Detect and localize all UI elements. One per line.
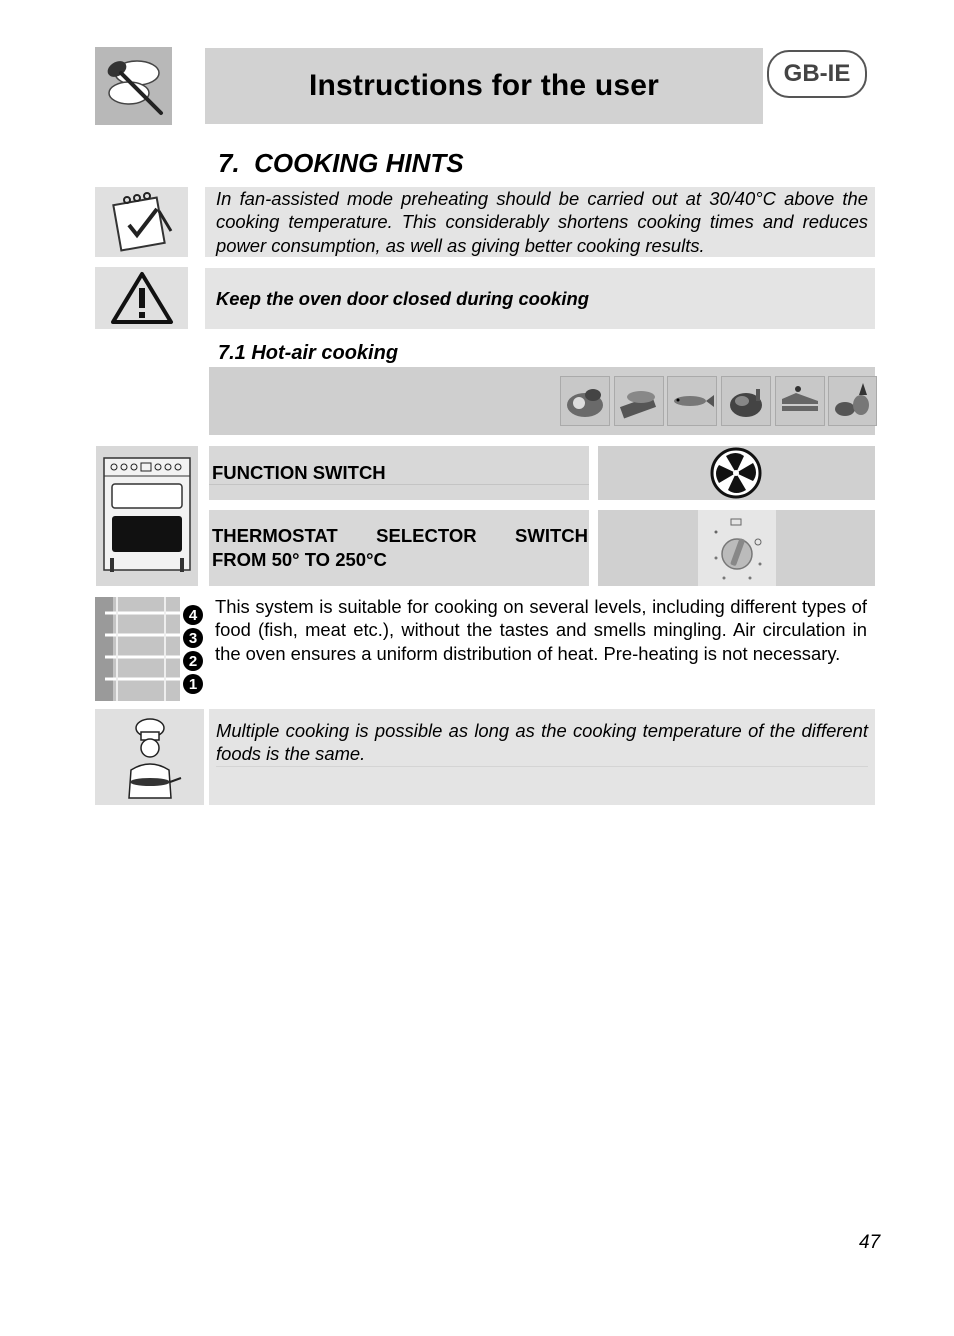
- shelf-levels-image: [95, 597, 180, 701]
- level-marker-4: 4: [183, 605, 203, 625]
- oven-image: [96, 446, 198, 586]
- warning-text: Keep the oven door closed during cooking: [216, 287, 589, 309]
- chef-icon: [115, 714, 185, 800]
- thermostat-label-line1: THERMOSTAT SELECTOR SWITCH: [212, 525, 588, 546]
- system-description: This system is suitable for cooking on several levels, including different types of food (fish, meat etc.), without the tastes and smells mingling. Air circulation in the oven ensures a uniform distribution of heat. Pre-heating is not necessary.: [215, 596, 867, 664]
- chef-tip-text: Multiple cooking is possible as long as the cooking temperature of the different foods is the same.: [216, 720, 868, 765]
- chef-icon-box: [95, 709, 204, 805]
- meat-icon: [560, 376, 610, 426]
- vegetables-icon: [828, 376, 877, 426]
- level-marker-2: 2: [183, 651, 203, 671]
- thermostat-label-line2: FROM 50° TO 250°C: [212, 549, 387, 570]
- food-strip: [209, 367, 875, 435]
- chef-tip-box: [209, 709, 875, 805]
- header-logo: [95, 47, 172, 125]
- subsection-title: 7.1 Hot-air cooking: [218, 342, 399, 364]
- section-number: 7.: [218, 148, 240, 178]
- function-switch-label-box: [209, 446, 589, 500]
- header-bar: [205, 48, 763, 124]
- bread-icon: [614, 376, 664, 426]
- note-icon-box: [95, 187, 188, 257]
- warning-triangle-icon: [109, 270, 175, 326]
- preheat-note-box: [205, 187, 875, 257]
- function-switch-label: FUNCTION SWITCH: [212, 462, 386, 483]
- section-title: [218, 148, 464, 179]
- poultry-icon: [721, 376, 771, 426]
- cake-icon: [775, 376, 825, 426]
- thermostat-icon-box: [598, 510, 875, 586]
- oven-shelves-icon: [95, 597, 180, 701]
- fan-icon: [709, 446, 763, 500]
- thermostat-label-box: [209, 510, 589, 586]
- preheat-note-text: In fan-assisted mode preheating should be carried out at 30/40°C above the cooking temperature. This considerably shortens cooking times and reduces power consumption, as well as giving better cooking results.: [216, 188, 868, 256]
- level-marker-1: 1: [183, 674, 203, 694]
- warning-box: [205, 268, 875, 329]
- oven-icon: [96, 446, 198, 586]
- thermostat-knob-icon: [698, 510, 776, 586]
- fish-icon: [667, 376, 717, 426]
- warning-icon-box: [95, 267, 188, 329]
- page-title: Instructions for the user: [308, 69, 660, 102]
- language-badge: GB-IE: [767, 50, 867, 98]
- function-switch-icon-box: [598, 446, 875, 500]
- page-number: 47: [859, 1232, 881, 1253]
- spoon-chef-hat-icon: [99, 51, 169, 121]
- level-marker-3: 3: [183, 628, 203, 648]
- notepad-check-icon: [107, 191, 177, 253]
- section-heading: COOKING HINTS: [254, 148, 464, 178]
